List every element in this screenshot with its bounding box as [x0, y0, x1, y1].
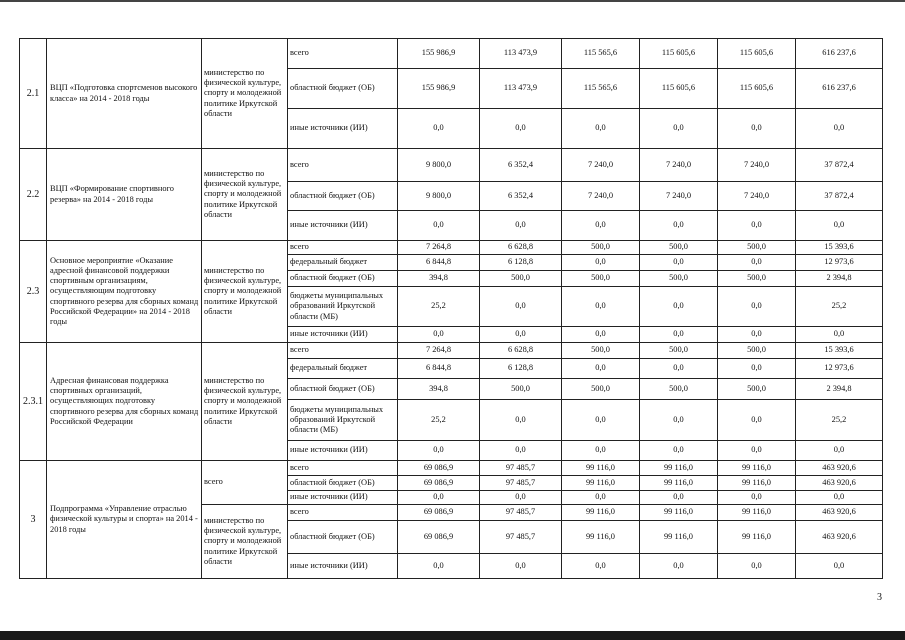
value-2018: 0,0	[718, 554, 796, 579]
section-name: Адресная финансовая поддержка спортивных организаций, осуществляющих подготовку спортивного резерва для сборных команд Российской Федерации	[47, 343, 202, 461]
value-2014: 0,0	[398, 327, 480, 343]
value-2016: 0,0	[562, 400, 640, 441]
value-2014: 25,2	[398, 400, 480, 441]
funding-source: всего	[288, 149, 398, 182]
value-2014: 9 800,0	[398, 149, 480, 182]
value-2014: 69 086,9	[398, 461, 480, 476]
value-2015: 6 628,8	[480, 343, 562, 359]
value-2015: 0,0	[480, 287, 562, 327]
value-2014: 69 086,9	[398, 505, 480, 521]
value-total: 463 920,6	[796, 521, 883, 554]
value-2014: 7 264,8	[398, 343, 480, 359]
value-2017: 0,0	[640, 359, 718, 379]
executor-cell: министерство по физической культуре, спорту и молодежной политике Иркутской области	[202, 343, 288, 461]
funding-source: областной бюджет (ОБ)	[288, 182, 398, 211]
budget-table	[19, 38, 883, 579]
table-row	[20, 149, 883, 182]
funding-source: иные источники (ИИ)	[288, 211, 398, 241]
value-2016: 500,0	[562, 343, 640, 359]
table-row	[20, 461, 883, 476]
value-2018: 99 116,0	[718, 505, 796, 521]
funding-source: иные источники (ИИ)	[288, 491, 398, 505]
page-number: 3	[877, 592, 882, 603]
value-2015: 0,0	[480, 109, 562, 149]
value-2014: 6 844,8	[398, 255, 480, 271]
value-2014: 69 086,9	[398, 476, 480, 491]
funding-source: федеральный бюджет	[288, 359, 398, 379]
value-2018: 99 116,0	[718, 476, 796, 491]
value-2014: 69 086,9	[398, 521, 480, 554]
value-2015: 97 485,7	[480, 476, 562, 491]
value-2016: 0,0	[562, 109, 640, 149]
value-total: 2 394,8	[796, 271, 883, 287]
value-2017: 500,0	[640, 379, 718, 400]
value-total: 0,0	[796, 327, 883, 343]
value-2015: 6 128,8	[480, 255, 562, 271]
value-2015: 0,0	[480, 327, 562, 343]
funding-source: иные источники (ИИ)	[288, 109, 398, 149]
value-2015: 6 352,4	[480, 182, 562, 211]
value-total: 0,0	[796, 491, 883, 505]
value-2018: 500,0	[718, 343, 796, 359]
value-2016: 99 116,0	[562, 505, 640, 521]
value-2015: 0,0	[480, 400, 562, 441]
value-2016: 500,0	[562, 241, 640, 255]
value-total: 463 920,6	[796, 476, 883, 491]
value-total: 12 973,6	[796, 359, 883, 379]
section-number: 2.3	[20, 241, 47, 343]
value-2015: 0,0	[480, 554, 562, 579]
value-2015: 0,0	[480, 491, 562, 505]
value-2014: 394,8	[398, 271, 480, 287]
value-2017: 0,0	[640, 255, 718, 271]
value-2017: 99 116,0	[640, 476, 718, 491]
section-name: Основное мероприятие «Оказание адресной финансовой поддержки спортивным организациям, осуществляющим подготовку спортивного резерва для сборных команд Российской Федерации» на 2014 - 2018 годы	[47, 241, 202, 343]
value-2015: 500,0	[480, 271, 562, 287]
value-2016: 0,0	[562, 211, 640, 241]
value-2018: 99 116,0	[718, 461, 796, 476]
value-2015: 113 473,9	[480, 69, 562, 109]
value-2016: 115 565,6	[562, 39, 640, 69]
value-2017: 0,0	[640, 109, 718, 149]
value-total: 463 920,6	[796, 505, 883, 521]
funding-source: федеральный бюджет	[288, 255, 398, 271]
value-total: 2 394,8	[796, 379, 883, 400]
value-2017: 0,0	[640, 400, 718, 441]
value-total: 463 920,6	[796, 461, 883, 476]
funding-source: всего	[288, 241, 398, 255]
value-2018: 0,0	[718, 400, 796, 441]
value-total: 25,2	[796, 287, 883, 327]
value-2014: 7 264,8	[398, 241, 480, 255]
value-2016: 0,0	[562, 441, 640, 461]
funding-source: иные источники (ИИ)	[288, 327, 398, 343]
value-2017: 500,0	[640, 241, 718, 255]
funding-source: всего	[288, 343, 398, 359]
scan-top-edge	[0, 0, 905, 2]
value-total: 37 872,4	[796, 182, 883, 211]
value-2018: 0,0	[718, 359, 796, 379]
value-2018: 115 605,6	[718, 69, 796, 109]
value-2017: 7 240,0	[640, 182, 718, 211]
value-2016: 115 565,6	[562, 69, 640, 109]
funding-source: всего	[288, 461, 398, 476]
value-2014: 0,0	[398, 211, 480, 241]
value-2018: 500,0	[718, 379, 796, 400]
section-name: ВЦП «Формирование спортивного резерва» на 2014 - 2018 годы	[47, 149, 202, 241]
value-2014: 0,0	[398, 491, 480, 505]
value-2017: 99 116,0	[640, 521, 718, 554]
funding-source: всего	[288, 39, 398, 69]
value-2018: 7 240,0	[718, 182, 796, 211]
funding-source: иные источники (ИИ)	[288, 554, 398, 579]
value-2017: 500,0	[640, 343, 718, 359]
section-number: 2.1	[20, 39, 47, 149]
value-2016: 0,0	[562, 554, 640, 579]
executor-cell: министерство по физической культуре, спорту и молодежной политике Иркутской области	[202, 241, 288, 343]
value-2017: 500,0	[640, 271, 718, 287]
value-2018: 0,0	[718, 255, 796, 271]
section-number: 3	[20, 461, 47, 579]
value-2016: 7 240,0	[562, 182, 640, 211]
value-2017: 0,0	[640, 554, 718, 579]
value-2016: 500,0	[562, 271, 640, 287]
value-2015: 0,0	[480, 441, 562, 461]
value-2018: 7 240,0	[718, 149, 796, 182]
value-2015: 97 485,7	[480, 521, 562, 554]
value-total: 0,0	[796, 211, 883, 241]
value-2017: 0,0	[640, 211, 718, 241]
value-2017: 99 116,0	[640, 461, 718, 476]
value-2017: 0,0	[640, 327, 718, 343]
table-row	[20, 39, 883, 69]
budget-table-body	[20, 39, 883, 579]
value-2017: 0,0	[640, 491, 718, 505]
value-2015: 500,0	[480, 379, 562, 400]
value-total: 616 237,6	[796, 39, 883, 69]
scan-bottom-edge	[0, 631, 905, 640]
funding-source: областной бюджет (ОБ)	[288, 521, 398, 554]
value-2017: 7 240,0	[640, 149, 718, 182]
section-name: ВЦП «Подготовка спортсменов высокого класса» на 2014 - 2018 годы	[47, 39, 202, 149]
value-2014: 155 986,9	[398, 69, 480, 109]
value-2016: 0,0	[562, 359, 640, 379]
funding-source: областной бюджет (ОБ)	[288, 69, 398, 109]
value-total: 0,0	[796, 554, 883, 579]
executor-cell: министерство по физической культуре, спорту и молодежной политике Иркутской области	[202, 505, 288, 579]
value-2018: 500,0	[718, 271, 796, 287]
value-2016: 7 240,0	[562, 149, 640, 182]
value-2015: 97 485,7	[480, 505, 562, 521]
executor-cell: министерство по физической культуре, спорту и молодежной политике Иркутской области	[202, 39, 288, 149]
value-2016: 500,0	[562, 379, 640, 400]
value-total: 0,0	[796, 109, 883, 149]
value-total: 15 393,6	[796, 343, 883, 359]
value-total: 37 872,4	[796, 149, 883, 182]
funding-source: всего	[288, 505, 398, 521]
value-2018: 0,0	[718, 327, 796, 343]
funding-source: областной бюджет (ОБ)	[288, 379, 398, 400]
executor-cell: министерство по физической культуре, спорту и молодежной политике Иркутской области	[202, 149, 288, 241]
value-2018: 115 605,6	[718, 39, 796, 69]
funding-source: иные источники (ИИ)	[288, 441, 398, 461]
value-total: 616 237,6	[796, 69, 883, 109]
section-number: 2.3.1	[20, 343, 47, 461]
value-2017: 115 605,6	[640, 69, 718, 109]
funding-source: областной бюджет (ОБ)	[288, 476, 398, 491]
funding-source: бюджеты муниципальных образований Иркутской области (МБ)	[288, 400, 398, 441]
value-2017: 0,0	[640, 441, 718, 461]
value-2014: 0,0	[398, 109, 480, 149]
value-total: 0,0	[796, 441, 883, 461]
value-total: 25,2	[796, 400, 883, 441]
value-2015: 0,0	[480, 211, 562, 241]
value-2018: 500,0	[718, 241, 796, 255]
executor-cell: всего	[202, 461, 288, 505]
value-2016: 99 116,0	[562, 476, 640, 491]
section-name: Подпрограмма «Управление отраслью физической культуры и спорта» на 2014 - 2018 годы	[47, 461, 202, 579]
value-2018: 0,0	[718, 287, 796, 327]
value-2015: 6 128,8	[480, 359, 562, 379]
value-2017: 0,0	[640, 287, 718, 327]
value-2018: 0,0	[718, 109, 796, 149]
value-2014: 0,0	[398, 554, 480, 579]
value-2016: 0,0	[562, 491, 640, 505]
value-2015: 113 473,9	[480, 39, 562, 69]
value-2014: 9 800,0	[398, 182, 480, 211]
value-2016: 99 116,0	[562, 521, 640, 554]
value-2014: 25,2	[398, 287, 480, 327]
value-total: 15 393,6	[796, 241, 883, 255]
value-2015: 6 352,4	[480, 149, 562, 182]
value-2017: 99 116,0	[640, 505, 718, 521]
value-2014: 0,0	[398, 441, 480, 461]
value-2017: 115 605,6	[640, 39, 718, 69]
value-2015: 6 628,8	[480, 241, 562, 255]
value-2018: 0,0	[718, 211, 796, 241]
value-2018: 99 116,0	[718, 521, 796, 554]
funding-source: бюджеты муниципальных образований Иркутской области (МБ)	[288, 287, 398, 327]
section-number: 2.2	[20, 149, 47, 241]
value-2014: 394,8	[398, 379, 480, 400]
value-2014: 155 986,9	[398, 39, 480, 69]
value-2014: 6 844,8	[398, 359, 480, 379]
value-2016: 99 116,0	[562, 461, 640, 476]
value-2016: 0,0	[562, 327, 640, 343]
value-2016: 0,0	[562, 287, 640, 327]
value-2015: 97 485,7	[480, 461, 562, 476]
value-total: 12 973,6	[796, 255, 883, 271]
budget-table-container	[19, 38, 883, 579]
value-2018: 0,0	[718, 441, 796, 461]
table-row	[20, 343, 883, 359]
value-2018: 0,0	[718, 491, 796, 505]
value-2016: 0,0	[562, 255, 640, 271]
funding-source: областной бюджет (ОБ)	[288, 271, 398, 287]
table-row	[20, 241, 883, 255]
